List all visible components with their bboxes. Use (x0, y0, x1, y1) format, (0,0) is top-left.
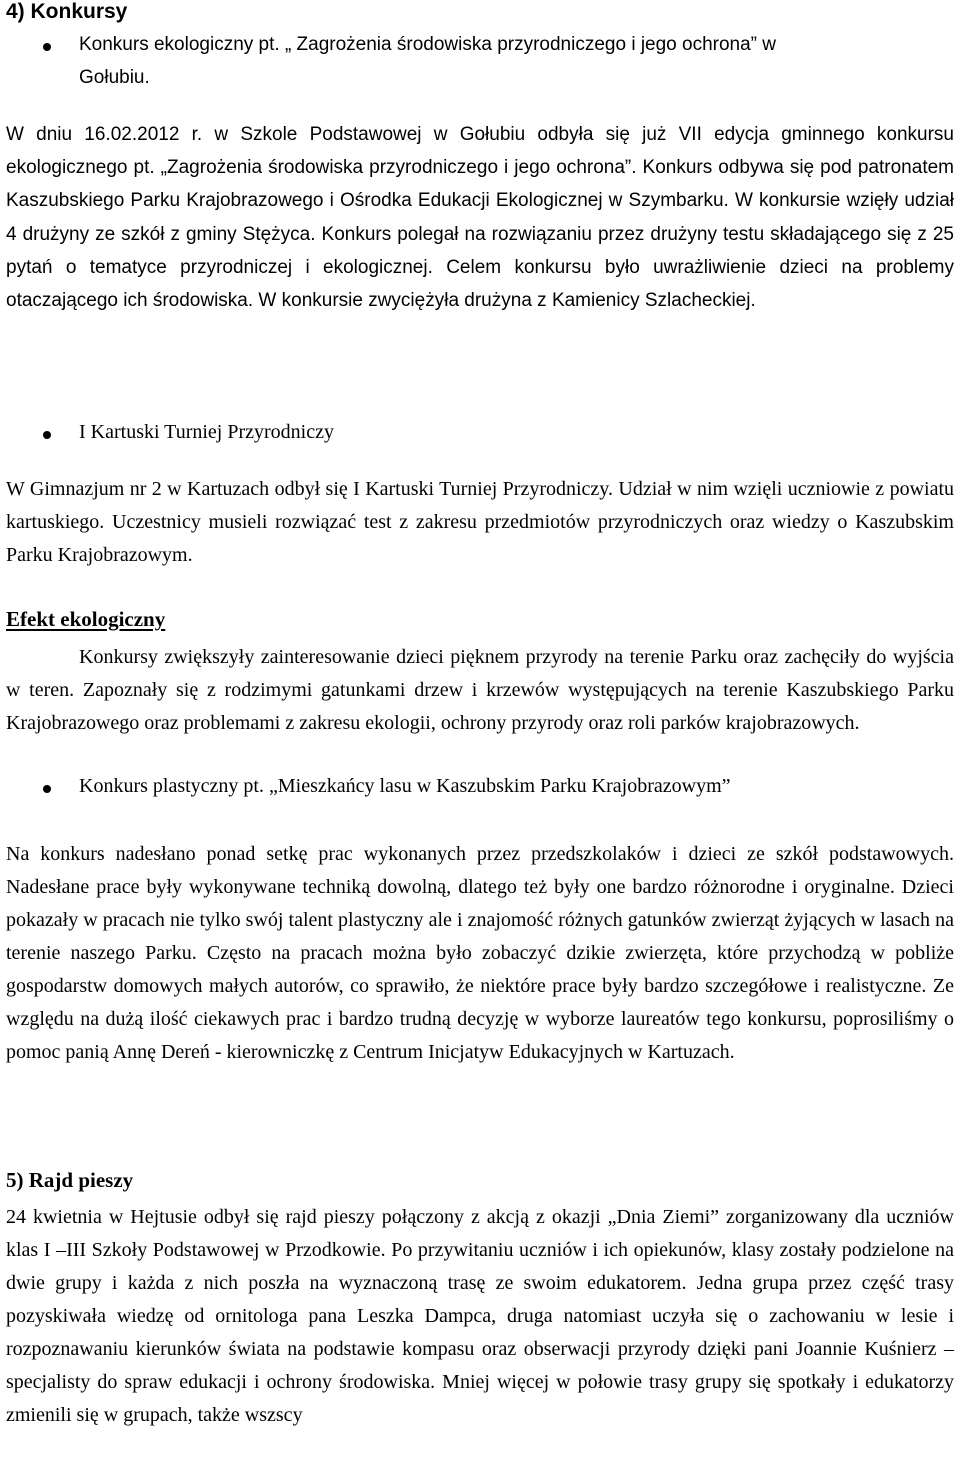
effect-heading: Efekt ekologiczny (6, 607, 166, 631)
paragraph-art-contest: Na konkurs nadesłano ponad setkę prac wykonanych przez przedszkolaków i dzieci ze szkół podstawowych. Nadesłane prace były wykonywane techniką dowolną, dlatego też były one bardzo różnorodne i oryginalne. Dzieci pokazały w pracach nie tylko swój talent plastyczny ale i znajomość różnych gatunków zwierząt żyjących w lasach na terenie naszego Parku. Często na pracach można było zobaczyć dzikie zwierzęta, które przychodzą w pobliże gospodarstw domowych małych autorów, co sprawiło, że niektóre prace były bardzo szczegółowe i realistyczne. Ze względu na dużą ilość ciekawych prac i bardzo trudną decyzję w wyborze laureatów tego konkursu, poprosiliśmy o pomoc panią Annę Dereń - kierowniczkę z Centrum Inicjatyw Edukacyjnych w Kartuzach. (6, 843, 954, 1063)
section-4-heading: 4) Konkursy (6, 0, 128, 23)
bullet-2-text: I Kartuski Turniej Przyrodniczy (79, 421, 334, 443)
bullet-1-line-2: Gołubiu. (79, 67, 150, 88)
bullet-icon (40, 428, 54, 442)
bullet-icon (40, 40, 54, 54)
bullet-icon (40, 782, 54, 796)
paragraph-hike: 24 kwietnia w Hejtusie odbył się rajd pieszy połączony z akcją z okazji „Dnia Ziemi” zorganizowany dla uczniów klas I –III Szkoły Podstawowej w Przodkowie. Po przywitaniu uczniów i ich opiekunów, klasy zostały podzielone na dwie grupy i każda z nich poszła na wyznaczoną trasę ze swoim edukatorem. Jedna grupa przez część trasy pozyskiwała wiedzę od ornitologa pana Leszka Dampca, druga natomiast uczyła się o zachowaniu w lesie i rozpoznawaniu kierunków świata na podstawie kompasu oraz obserwacji przyrody dzięki pani Joannie Kuśnierz – specjalisty do spraw edukacji i ochrony środowiska. Mniej więcej w połowie trasy grupy się spotkały i edukatorzy zmienili się w grupach, także wszscy (6, 1206, 954, 1426)
bullet-3-text: Konkurs plastyczny pt. „Mieszkańcy lasu w Kaszubskim Parku Krajobrazowym” (79, 775, 731, 797)
section-5-heading: 5) Rajd pieszy (6, 1168, 134, 1192)
paragraph-effect: Konkursy zwiększyły zainteresowanie dzieci pięknem przyrody na terenie Parku oraz zachęciły do wyjścia w teren. Zapoznały się z rodzimymi gatunkami drzew i krzewów występujących na terenie Kaszubskiego Parku Krajobrazowego oraz problemami z zakresu ekologii, ochrony przyrody oraz roli parków krajobrazowych. (6, 646, 954, 734)
paragraph-kartuski-tournament: W Gimnazjum nr 2 w Kartuzach odbył się I Kartuski Turniej Przyrodniczy. Udział w nim wzięli uczniowie z powiatu kartuskiego. Uczestnicy musieli rozwiązać test z zakresu przedmiotów przyrodniczych oraz wiedzy o Kaszubskim Parku Krajobrazowym. (6, 478, 954, 566)
bullet-1-line-1: Konkurs ekologiczny pt. „ Zagrożenia środowiska przyrodniczego i jego ochrona” w (79, 34, 777, 55)
paragraph-golubie-contest: W dniu 16.02.2012 r. w Szkole Podstawowej w Gołubiu odbyła się już VII edycja gminnego konkursu ekologicznego pt. „Zagrożenia środowiska przyrodniczego i jego ochrona”. Konkurs odbywa się pod patronatem Kaszubskiego Parku Krajobrazowego i Ośrodka Edukacji Ekologicznej w Szymbarku. W konkursie wzięły udział 4 drużyny ze szkół z gminy Stężyca. Konkurs polegał na rozwiązaniu przez drużyny testu składającego się z 25 pytań o tematyce przyrodniczej i ekologicznej. Celem konkursu było uwrażliwienie dzieci na problemy otaczającego ich środowiska. W konkursie zwyciężyła drużyna z Kamienicy Szlacheckiej. (6, 124, 954, 312)
